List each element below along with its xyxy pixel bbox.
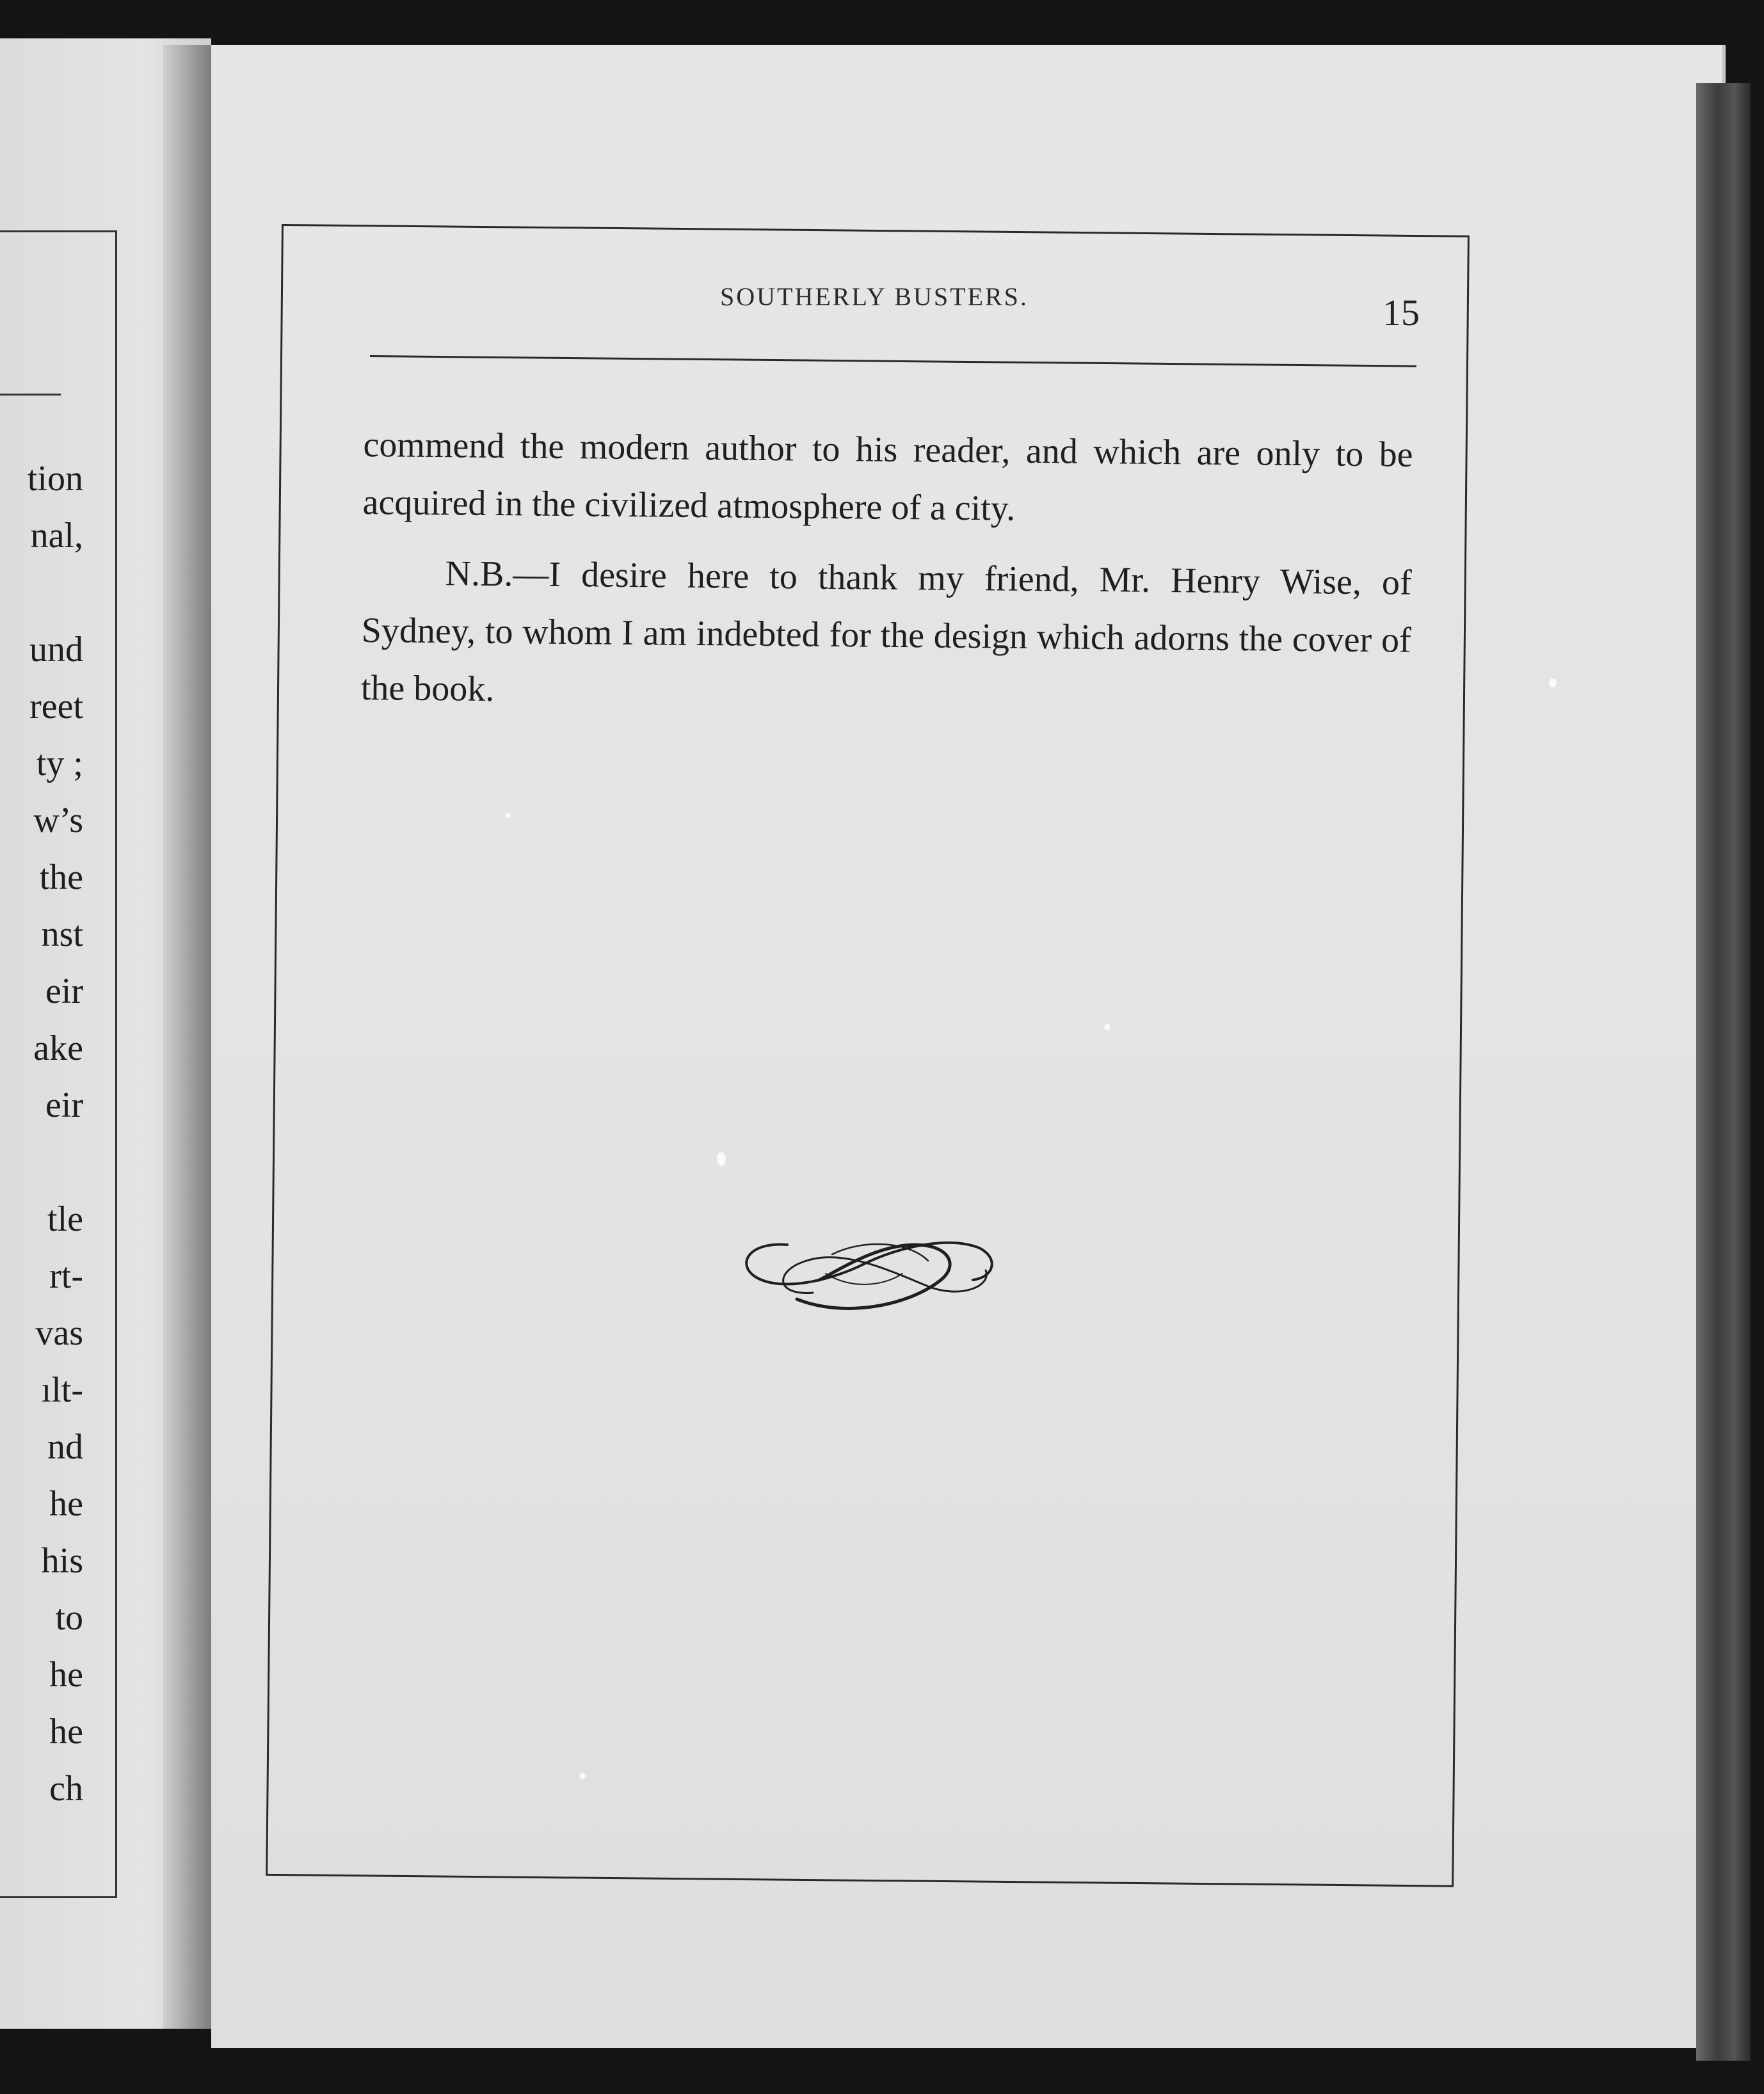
left-page-line-fragment: to	[55, 1598, 83, 1638]
paper-speck	[579, 1773, 586, 1779]
page-edges	[1696, 83, 1751, 2061]
paper-speck	[717, 1152, 726, 1166]
left-page-line-fragment: rt-	[49, 1256, 83, 1296]
left-page-line-fragment: he	[49, 1712, 83, 1752]
left-page-line-fragment: ılt-	[41, 1370, 83, 1410]
left-page-rule	[0, 394, 61, 396]
left-page-line-fragment: ty ;	[36, 744, 83, 783]
left-page-line-fragment: ch	[49, 1769, 83, 1809]
left-page-line-fragment: he	[49, 1655, 83, 1695]
left-page-line-fragment: eir	[45, 1085, 83, 1125]
left-page-line-fragment: und	[29, 630, 83, 669]
left-page-line-fragment: nst	[41, 915, 83, 954]
left-page-line-fragment: eir	[45, 971, 83, 1011]
left-page-line-fragment: his	[41, 1541, 83, 1581]
left-page-line-fragment: w’s	[33, 801, 83, 840]
left-page-line-fragment: vas	[35, 1313, 83, 1353]
left-page-line-fragment: he	[49, 1484, 83, 1524]
paper-speck	[1549, 678, 1557, 687]
running-head: SOUTHERLY BUSTERS.	[720, 282, 1029, 311]
left-page-line-fragment: nal,	[30, 516, 83, 555]
paragraph-continued: commend the modern author to his reader, and which are only to be acquired in the civilized atmosphere of a city.	[362, 424, 1413, 529]
left-page-line-fragment: the	[39, 858, 83, 897]
left-page-line-fragment: tle	[47, 1199, 83, 1239]
paper-speck	[506, 813, 511, 818]
left-page-line-fragment: nd	[47, 1427, 83, 1467]
left-page-line-fragment: tion	[27, 459, 83, 499]
body-text	[360, 416, 1413, 727]
paper-speck	[1104, 1024, 1111, 1030]
page-number: 15	[1383, 292, 1420, 333]
paragraph-note: N.B.—I desire here to thank my friend, Mr. Henry Wise, of Sydney, to whom I am indebted for the design which adorns the cover of the book.	[360, 554, 1412, 709]
left-page-line-fragment: ake	[33, 1028, 83, 1068]
left-page-line-fragment: reet	[29, 687, 83, 726]
flourish-ornament-icon	[736, 1210, 1005, 1318]
